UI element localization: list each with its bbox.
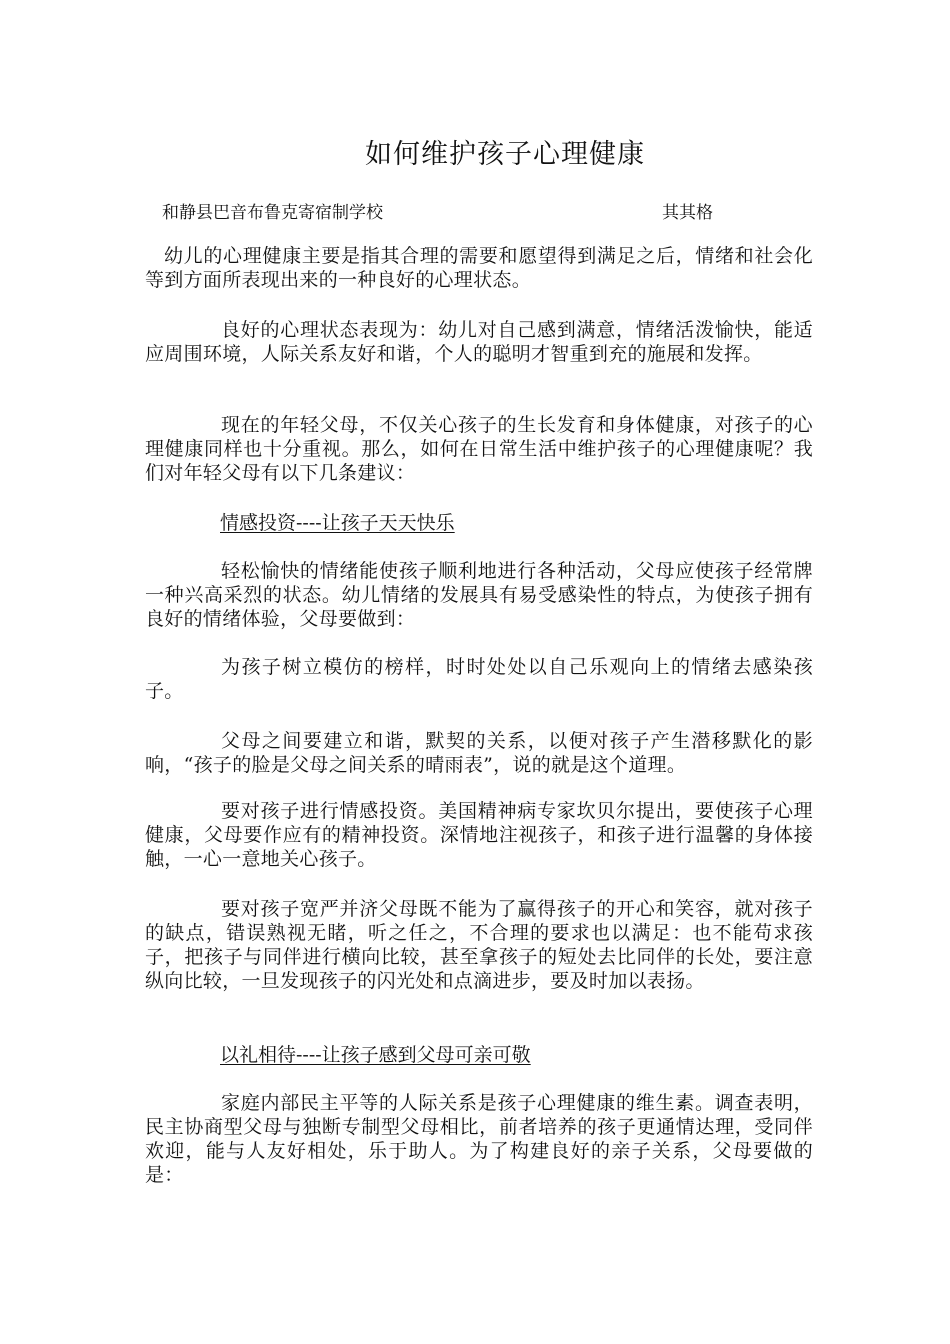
paragraph-text: 家庭内部民主平等的人际关系是孩子心理健康的维生素。调查表明，民主协商型父母与独断专制型父母相比，前者培养的孩子更通情达理，受同伴欢迎，能与人友好相处，乐于助人。为了构建良好的亲子关系，父母要做的是： — [145, 1092, 813, 1186]
paragraph-2 — [145, 318, 813, 366]
paragraph-6 — [145, 729, 813, 777]
paragraph-3 — [145, 413, 813, 485]
paragraph-text: 轻松愉快的情绪能使孩子顺利地进行各种活动，父母应使孩子经常牌一种兴高采烈的状态。幼儿情绪的发展具有易受感染性的特点，为使孩子拥有良好的情绪体验，父母要做到： — [145, 560, 813, 630]
author-name: 其其格 — [662, 203, 713, 223]
paragraph-text: 为孩子树立模仿的榜样，时时处处以自己乐观向上的情绪去感染孩子。 — [145, 656, 813, 702]
paragraph-text: 幼儿的心理健康主要是指其合理的需要和愿望得到满足之后，情绪和社会化等到方面所表现出来的一种良好的心理状态。 — [145, 245, 813, 291]
section-heading-2: 以礼相待----让孩子感到父母可亲可敬 — [220, 1044, 531, 1066]
paragraph-7 — [145, 799, 813, 871]
paragraph-text: 现在的年轻父母，不仅关心孩子的生长发育和身体健康，对孩子的心理健康同样也十分重视。那么，如何在日常生活中维护孩子的心理健康呢？我们对年轻父母有以下几条建议： — [145, 414, 813, 484]
paragraph-1 — [145, 244, 813, 292]
section-heading-1: 情感投资----让孩子天天快乐 — [220, 512, 455, 534]
paragraph-text: 父母之间要建立和谐，默契的关系，以便对孩子产生潜移默化的影响，“孩子的脸是父母之间关系的晴雨表”，说的就是这个道理。 — [145, 730, 813, 776]
school-name: 和静县巴音布鲁克寄宿制学校 — [162, 203, 383, 223]
paragraph-9 — [145, 1091, 813, 1187]
paragraph-text: 良好的心理状态表现为：幼儿对自己感到满意，情绪活泼愉快，能适应周围环境，人际关系友好和谐，个人的聪明才智重到充的施展和发挥。 — [145, 319, 813, 365]
paragraph-text: 要对孩子进行情感投资。美国精神病专家坎贝尔提出，要使孩子心理健康，父母要作应有的精神投资。深情地注视孩子，和孩子进行温馨的身体接触，一心一意地关心孩子。 — [145, 800, 813, 870]
paragraph-8 — [145, 897, 813, 993]
paragraph-4 — [145, 559, 813, 631]
paragraph-5 — [145, 655, 813, 703]
document-title: 如何维护孩子心理健康 — [365, 139, 645, 170]
paragraph-text: 要对孩子宽严并济父母既不能为了赢得孩子的开心和笑容，就对孩子的缺点，错误熟视无睹，听之任之，不合理的要求也以满足：也不能苟求孩子，把孩子与同伴进行横向比较，甚至拿孩子的短处去比同伴的长处，要注意纵向比较，一旦发现孩子的闪光处和点滴进步，要及时加以表扬。 — [145, 898, 813, 992]
